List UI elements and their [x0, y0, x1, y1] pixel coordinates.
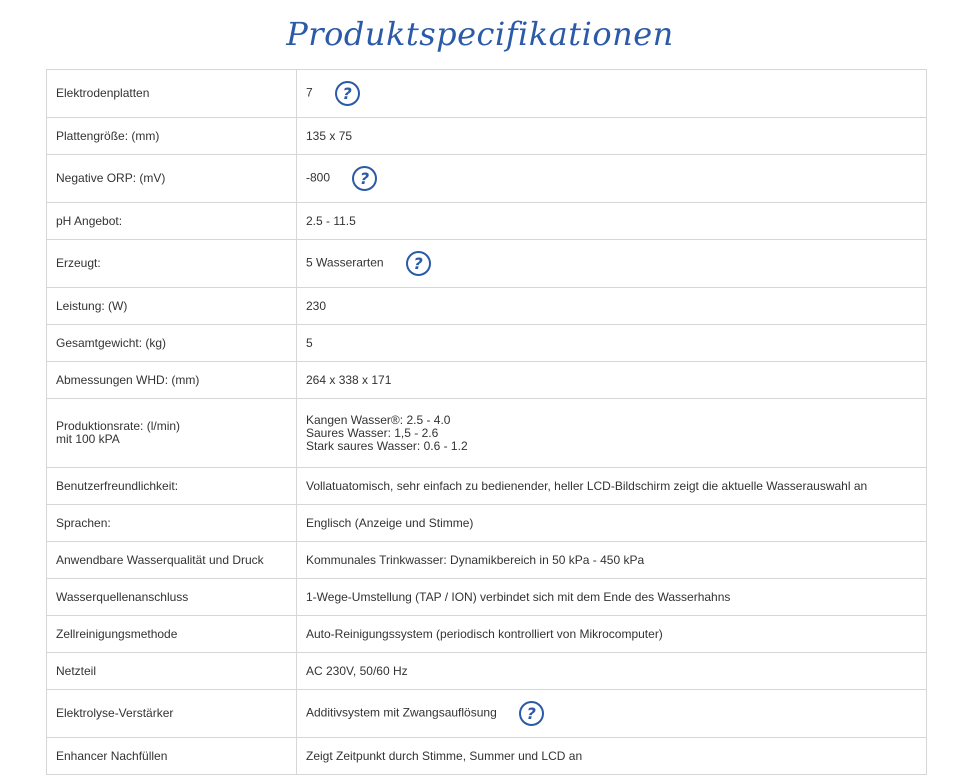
spec-value: 230	[306, 298, 327, 313]
spec-label: Elektrodenplatten	[47, 70, 297, 118]
spec-value: Kangen Wasser®: 2.5 - 4.0 Saures Wasser: 1,5 - 2.6 Stark saures Wasser: 0.6 - 1.2	[306, 412, 468, 453]
spec-value-cell	[297, 616, 927, 653]
question-mark-circle-icon[interactable]: ?	[352, 166, 377, 191]
spec-value-cell	[297, 505, 927, 542]
spec-value: 7	[306, 85, 313, 100]
table-row	[47, 653, 927, 690]
question-mark-circle-icon[interactable]: ?	[406, 251, 431, 276]
table-row	[47, 579, 927, 616]
table-row	[47, 738, 927, 775]
spec-value-cell	[297, 653, 927, 690]
spec-value-cell	[297, 70, 927, 118]
spec-value-cell	[297, 738, 927, 775]
table-row	[47, 690, 927, 738]
spec-value: -800	[306, 170, 331, 185]
table-row	[47, 362, 927, 399]
table-row	[47, 399, 927, 468]
spec-label: Plattengröße: (mm)	[47, 118, 297, 155]
spec-value: 2.5 - 11.5	[306, 213, 356, 228]
spec-value-cell	[297, 468, 927, 505]
spec-label: pH Angebot:	[47, 203, 297, 240]
spec-value-cell	[297, 690, 927, 738]
spec-value: 264 x 338 x 171	[306, 372, 392, 387]
table-row	[47, 505, 927, 542]
table-row	[47, 468, 927, 505]
spec-value-cell	[297, 155, 927, 203]
spec-value-cell	[297, 240, 927, 288]
page-title: Produktspecifikationen	[286, 15, 674, 53]
table-row	[47, 325, 927, 362]
table-row	[47, 155, 927, 203]
spec-value: Vollatuatomisch, sehr einfach zu bedienender, heller LCD-Bildschirm zeigt die aktuelle Wasserauswahl an	[306, 478, 868, 493]
spec-label: Sprachen:	[47, 505, 297, 542]
spec-label: Benutzerfreundlichkeit:	[47, 468, 297, 505]
spec-value: Zeigt Zeitpunkt durch Stimme, Summer und LCD an	[306, 748, 583, 763]
spec-value-cell	[297, 325, 927, 362]
table-row	[47, 203, 927, 240]
spec-value-cell	[297, 288, 927, 325]
question-mark-circle-icon[interactable]: ?	[335, 81, 360, 106]
spec-value: Englisch (Anzeige und Stimme)	[306, 515, 474, 530]
table-row	[47, 616, 927, 653]
spec-label: Leistung: (W)	[47, 288, 297, 325]
spec-label: Negative ORP: (mV)	[47, 155, 297, 203]
spec-table	[46, 69, 927, 775]
spec-value: 135 x 75	[306, 128, 353, 143]
spec-value-cell	[297, 203, 927, 240]
spec-value: Auto-Reinigungssystem (periodisch kontrolliert von Mikrocomputer)	[306, 626, 663, 641]
table-row	[47, 288, 927, 325]
spec-label: Abmessungen WHD: (mm)	[47, 362, 297, 399]
spec-value-cell	[297, 579, 927, 616]
table-row	[47, 70, 927, 118]
spec-value-cell	[297, 362, 927, 399]
spec-label: Gesamtgewicht: (kg)	[47, 325, 297, 362]
spec-value-cell	[297, 542, 927, 579]
spec-label: Produktionsrate: (l/min) mit 100 kPA	[47, 399, 297, 468]
spec-value: Additivsystem mit Zwangsauflösung	[306, 705, 497, 720]
spec-label: Anwendbare Wasserqualität und Druck	[47, 542, 297, 579]
question-mark-circle-icon[interactable]: ?	[519, 701, 544, 726]
spec-label: Wasserquellenanschluss	[47, 579, 297, 616]
spec-label: Netzteil	[47, 653, 297, 690]
table-row	[47, 240, 927, 288]
table-row	[47, 118, 927, 155]
table-row	[47, 542, 927, 579]
spec-label: Elektrolyse-Verstärker	[47, 690, 297, 738]
spec-value-cell	[297, 118, 927, 155]
spec-table-body	[47, 70, 927, 775]
spec-label: Zellreinigungsmethode	[47, 616, 297, 653]
spec-value: 5	[306, 335, 313, 350]
spec-value: AC 230V, 50/60 Hz	[306, 663, 408, 678]
spec-value: Kommunales Trinkwasser: Dynamikbereich in 50 kPa - 450 kPa	[306, 552, 645, 567]
spec-value: 5 Wasserarten	[306, 255, 384, 270]
spec-label: Enhancer Nachfüllen	[47, 738, 297, 775]
spec-label: Erzeugt:	[47, 240, 297, 288]
spec-value: 1-Wege-Umstellung (TAP / ION) verbindet sich mit dem Ende des Wasserhahns	[306, 589, 731, 604]
spec-value-cell	[297, 399, 927, 468]
